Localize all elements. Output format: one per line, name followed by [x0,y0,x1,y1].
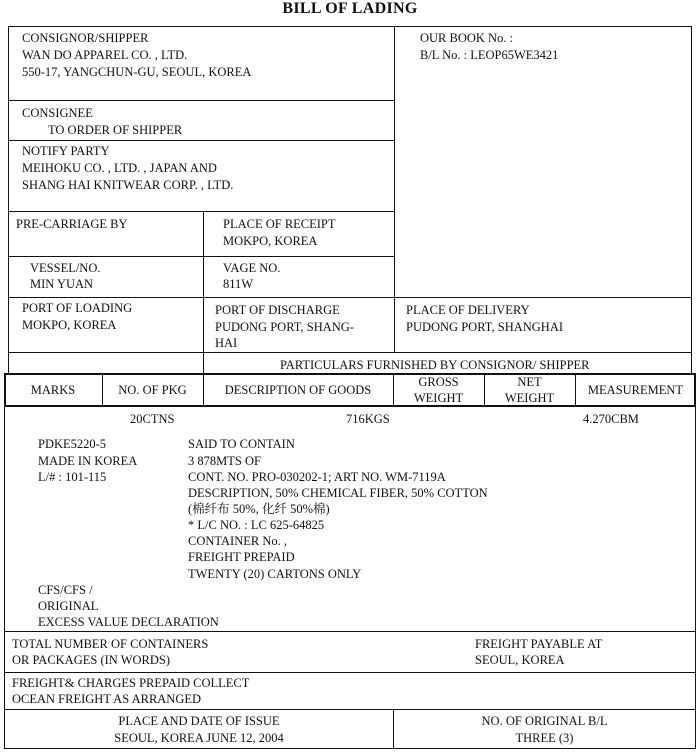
desc-line: DESCRIPTION, 50% CHEMICAL FIBER, 50% COTTON [188,486,488,500]
desc-line: CONTAINER No. , [188,534,287,548]
totals-label-2: OR PACKAGES (IN WORDS) [12,653,171,667]
notify-label: NOTIFY PARTY [22,144,110,158]
freight-payable-value: SEOUL, KOREA [475,653,565,667]
bl-no [420,47,558,63]
header-gross-2: WEIGHT [413,391,464,405]
totals-label-1: TOTAL NUMBER OF CONTAINERS [12,637,209,651]
receipt-label: PLACE OF RECEIPT [223,217,336,231]
particulars-label: PARTICULARS FURNISHED BY CONSIGNOR/ SHIPPER [280,358,590,372]
goods-box [4,406,696,632]
consignor-name: WAN DO APPAREL CO. , LTD. [22,48,188,62]
consignor-label: CONSIGNOR/SHIPPER [22,31,149,45]
header-pkg: NO. OF PKG [118,383,187,397]
header-marks: MARKS [30,383,76,397]
delivery-value: PUDONG PORT, SHANGHAI [406,320,564,334]
notify-line1: MEIHOKU CO. , LTD. , JAPAN AND [22,161,217,175]
loading-label: PORT OF LOADING [22,301,133,315]
header-gross-1: GROSS [418,375,459,389]
marks-line: MADE IN KOREA [38,454,138,468]
document-title: BILL OF LADING [282,0,418,17]
loading-value: MOKPO, KOREA [22,318,117,332]
voyage-label: VAGE NO. [223,261,281,275]
desc-line: CONT. NO. PRO-030202-1; ART NO. WM-7119A [188,470,446,484]
our-book-label: OUR BOOK No. : [420,31,514,45]
desc-line: 3 878MTS OF [188,454,261,468]
consignor-address: 550-17, YANGCHUN-GU, SEOUL, KOREA [22,65,252,79]
goods-measure: 4.270CBM [583,412,639,426]
freight-line-1: FREIGHT& CHARGES PREPAID COLLECT [12,676,250,690]
delivery-label: PLACE OF DELIVERY [406,303,530,317]
goods-gross: 716KGS [346,412,390,426]
book-box [394,26,692,298]
discharge-line2: HAI [215,336,238,350]
desc-line: TWENTY (20) CARTONS ONLY [188,567,362,581]
discharge-line1: PUDONG PORT, SHANG- [215,320,354,334]
desc-line: SAID TO CONTAIN [188,437,295,451]
originals-label: NO. OF ORIGINAL B/L [481,714,608,728]
header-net-2: WEIGHT [504,391,555,405]
bl-value: LEOP65WE3421 [470,48,559,62]
desc-line: * L/C NO. : LC 625-64825 [188,518,325,532]
receipt-value: MOKPO, KOREA [223,234,318,248]
header-desc: DESCRIPTION OF GOODS [224,383,372,397]
blank-box [8,352,204,374]
header-measurement: MEASUREMENT [587,383,684,397]
issue-value: SEOUL, KOREA JUNE 12, 2004 [114,731,284,745]
notify-line2: SHANG HAI KNITWEAR CORP. , LTD. [22,178,234,192]
extra-line: EXCESS VALUE DECLARATION [38,615,219,629]
header-net-1: NET [517,375,542,389]
bl-label: B/L No. : [420,48,468,62]
discharge-label: PORT OF DISCHARGE [215,303,340,317]
marks-line: L/# : 101-115 [38,470,107,484]
desc-line: (棉纤布 50%, 化纤 50%棉) [188,502,330,516]
issue-label: PLACE AND DATE OF ISSUE [118,714,280,728]
freight-payable-label: FREIGHT PAYABLE AT [475,637,603,651]
consignee-label: CONSIGNEE [22,106,93,120]
vessel-value: MIN YUAN [30,277,94,291]
desc-line: FREIGHT PREPAID [188,550,295,564]
consignee-value: TO ORDER OF SHIPPER [48,123,183,137]
goods-pkg: 20CTNS [130,412,175,426]
marks-line: PDKE5220-5 [38,437,107,451]
freight-line-2: OCEAN FREIGHT AS ARRANGED [12,692,202,706]
voyage-value: 811W [223,277,254,291]
extra-line: ORIGINAL [38,599,99,613]
precarriage-label: PRE-CARRIAGE BY [16,217,128,231]
originals-value: THREE (3) [515,731,574,745]
vessel-label: VESSEL/NO. [30,261,101,275]
extra-line: CFS/CFS / [38,583,93,597]
